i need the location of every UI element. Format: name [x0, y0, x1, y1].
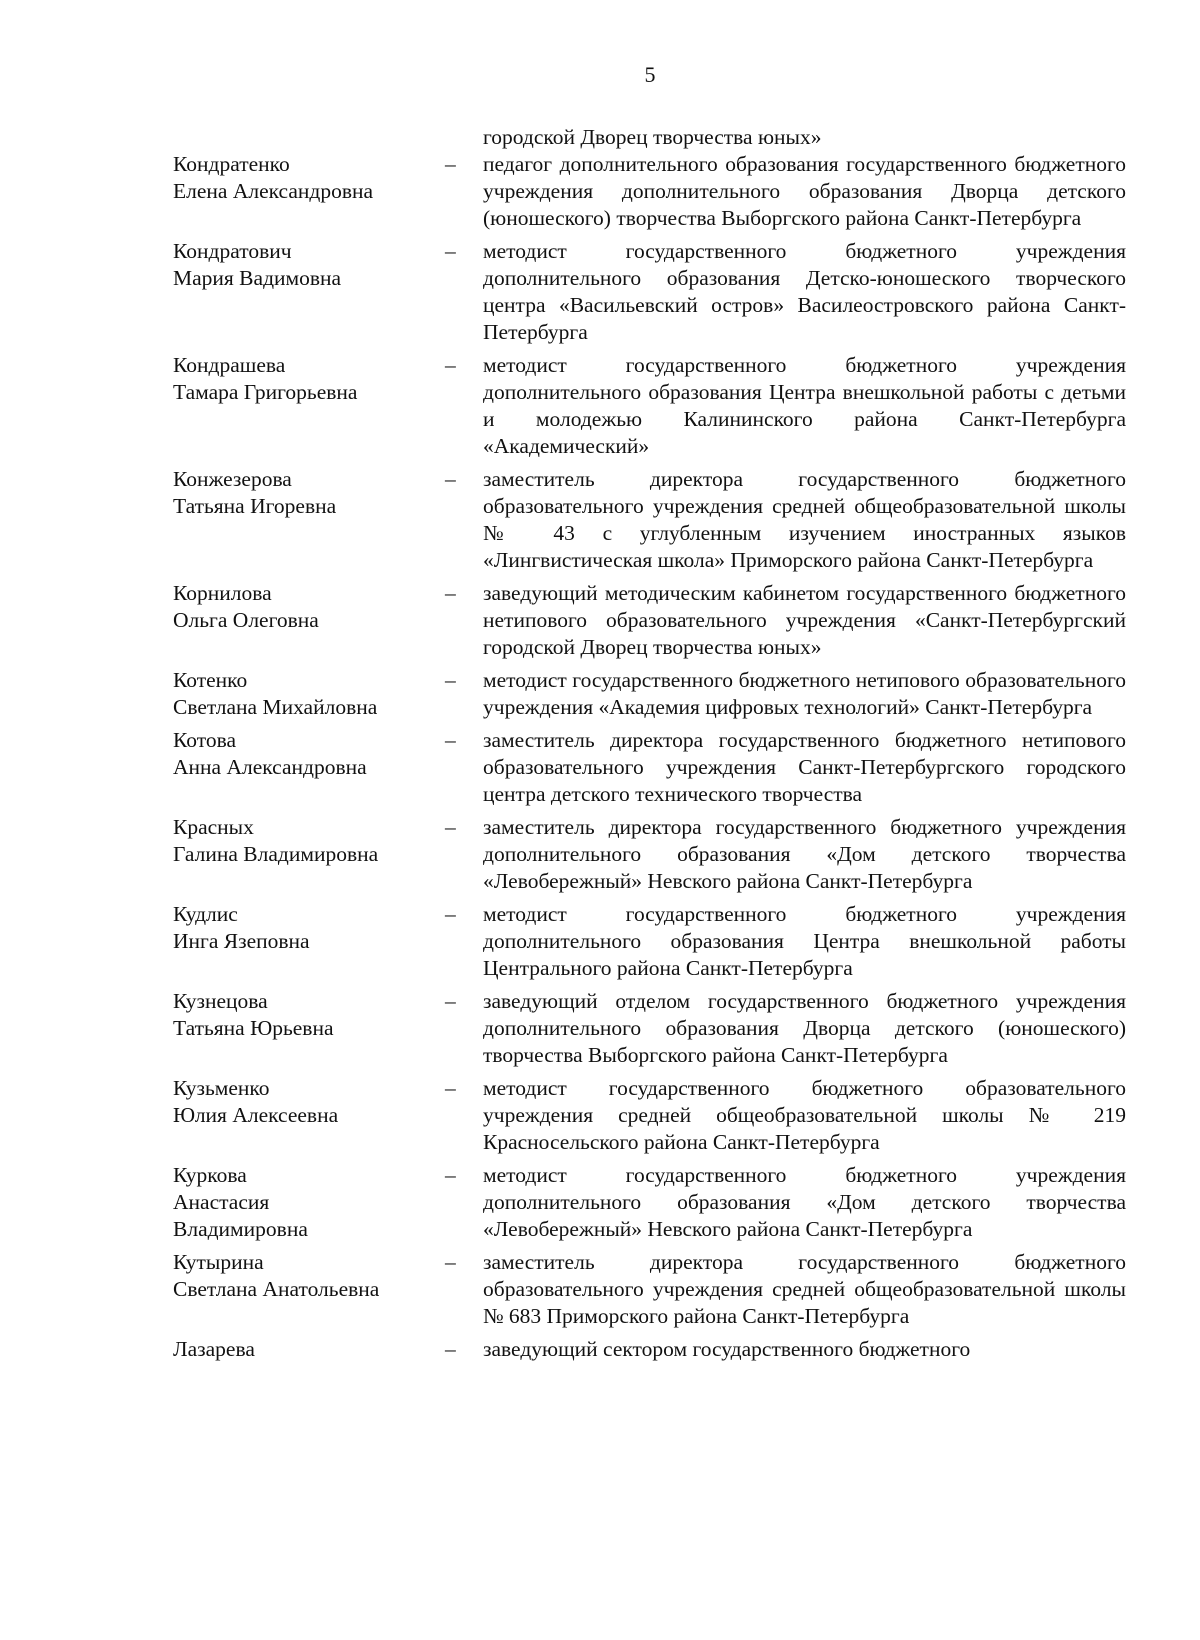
- person-name-line: Кондратович: [173, 239, 292, 263]
- dash-separator: –: [445, 1250, 456, 1274]
- person-name-line: Галина Владимировна: [173, 842, 379, 866]
- dash-separator: –: [445, 1337, 456, 1361]
- position-description: заведующий отделом государственного бюджетного учреждения дополнительного образования Дворца детского (юношеского) творчества Выборгского района Санкт-Петербурга: [483, 989, 1126, 1067]
- list-item: [173, 466, 1126, 574]
- person-name-line: Ольга Олеговна: [173, 608, 319, 632]
- person-name: [173, 1162, 443, 1243]
- person-name-line: Юлия Алексеевна: [173, 1103, 339, 1127]
- dash-separator: –: [445, 353, 456, 377]
- person-name-line: Кутырина: [173, 1250, 264, 1274]
- position-description: методист государственного бюджетного учреждения дополнительного образования Центра внешкольной работы Центрального района Санкт-Петербурга: [483, 902, 1126, 980]
- list-item: [173, 151, 1126, 232]
- position-description: методист государственного бюджетного учреждения дополнительного образования Центра внешкольной работы с детьми и молодежью Калининского района Санкт-Петербурга «Академический»: [483, 353, 1126, 458]
- position-description: заведующий методическим кабинетом государственного бюджетного нетипового образовательного учреждения «Санкт-Петербургский городской Дворец творчества юных»: [483, 581, 1126, 659]
- person-name-line: Анна Александровна: [173, 755, 367, 779]
- person-name-line: Мария Вадимовна: [173, 266, 342, 290]
- person-name: [173, 580, 443, 634]
- person-name: [173, 1336, 443, 1363]
- person-name-line: Тамара Григорьевна: [173, 380, 358, 404]
- list-item: [173, 352, 1126, 460]
- dash-separator: –: [445, 902, 456, 926]
- dash-separator: –: [445, 152, 456, 176]
- person-name-line: Лазарева: [173, 1337, 255, 1361]
- continuation-text: городской Дворец творчества юных»: [483, 125, 822, 149]
- person-name-line: Красных: [173, 815, 254, 839]
- position-description: методист государственного бюджетного образовательного учреждения средней общеобразовательной школы № 219 Красносельского района Санкт-Петербурга: [483, 1076, 1126, 1154]
- list-item: [173, 1249, 1126, 1330]
- person-name: [173, 814, 443, 868]
- position-description: заместитель директора государственного бюджетного образовательного учреждения средней общеобразовательной школы № 683 Приморского района Санкт-Петербурга: [483, 1250, 1126, 1328]
- person-name-line: Светлана Михайловна: [173, 695, 378, 719]
- position-description: заместитель директора государственного бюджетного образовательного учреждения средней общеобразовательной школы № 43 с углубленным изучением иностранных языков «Лингвистическая школа» Приморского района Санкт-Петербурга: [483, 467, 1126, 572]
- person-name: [173, 988, 443, 1042]
- person-name-line: Анастасия: [173, 1190, 270, 1214]
- person-name: [173, 352, 443, 406]
- person-name: [173, 466, 443, 520]
- person-name: [173, 238, 443, 292]
- page-number: 5: [644, 62, 656, 87]
- list-item: [173, 1075, 1126, 1156]
- person-name-line: Котенко: [173, 668, 248, 692]
- position-description: заместитель директора государственного бюджетного нетипового образовательного учреждения Санкт-Петербургского городского центра детского технического творчества: [483, 728, 1126, 806]
- dash-separator: –: [445, 728, 456, 752]
- person-name: [173, 667, 443, 721]
- list-item: [173, 667, 1126, 721]
- position-description: методист государственного бюджетного нетипового образовательного учреждения «Академия цифровых технологий» Санкт-Петербурга: [483, 668, 1126, 719]
- person-name-line: Куркова: [173, 1163, 247, 1187]
- dash-separator: –: [445, 467, 456, 491]
- dash-separator: –: [445, 1076, 456, 1100]
- person-name: [173, 1075, 443, 1129]
- entries-list: [173, 151, 1126, 1363]
- person-name-line: Кузьменко: [173, 1076, 270, 1100]
- position-description: методист государственного бюджетного учреждения дополнительного образования «Дом детского творчества «Левобережный» Невского района Санкт-Петербурга: [483, 1163, 1126, 1241]
- person-name: [173, 901, 443, 955]
- list-item: [173, 238, 1126, 346]
- person-name-line: Светлана Анатольевна: [173, 1277, 380, 1301]
- person-name: [173, 1249, 443, 1303]
- person-name-line: Кузнецова: [173, 989, 268, 1013]
- position-description: методист государственного бюджетного учреждения дополнительного образования Детско-юношеского творческого центра «Васильевский остров» Василеостровского района Санкт-Петербурга: [483, 239, 1126, 344]
- person-name-line: Инга Язеповна: [173, 929, 310, 953]
- list-item: [173, 727, 1126, 808]
- position-description: заведующий сектором государственного бюджетного: [483, 1337, 971, 1361]
- person-name-line: Татьяна Игоревна: [173, 494, 337, 518]
- dash-separator: –: [445, 239, 456, 263]
- dash-separator: –: [445, 668, 456, 692]
- person-name: [173, 727, 443, 781]
- person-name-line: Татьяна Юрьевна: [173, 1016, 334, 1040]
- dash-separator: –: [445, 1163, 456, 1187]
- position-description: заместитель директора государственного бюджетного учреждения дополнительного образования «Дом детского творчества «Левобережный» Невского района Санкт-Петербурга: [483, 815, 1126, 893]
- person-name-line: Котова: [173, 728, 237, 752]
- list-item: [173, 580, 1126, 661]
- person-name: [173, 151, 443, 205]
- document-body: [173, 124, 1126, 1363]
- dash-separator: –: [445, 989, 456, 1013]
- person-name-line: Кудлис: [173, 902, 238, 926]
- person-name-line: Кондрашева: [173, 353, 286, 377]
- person-name-line: Владимировна: [173, 1217, 308, 1241]
- list-item: [173, 1336, 1126, 1363]
- list-item: [173, 988, 1126, 1069]
- list-item: [173, 814, 1126, 895]
- position-description: педагог дополнительного образования государственного бюджетного учреждения дополнительного образования Дворца детского (юношеского) творчества Выборгского района Санкт-Петербурга: [483, 152, 1126, 230]
- list-item: [173, 901, 1126, 982]
- person-name-line: Корнилова: [173, 581, 272, 605]
- person-name-line: Елена Александровна: [173, 179, 374, 203]
- person-name-line: Кондратенко: [173, 152, 290, 176]
- person-name-line: Конжезерова: [173, 467, 292, 491]
- dash-separator: –: [445, 581, 456, 605]
- list-item: [173, 1162, 1126, 1243]
- dash-separator: –: [445, 815, 456, 839]
